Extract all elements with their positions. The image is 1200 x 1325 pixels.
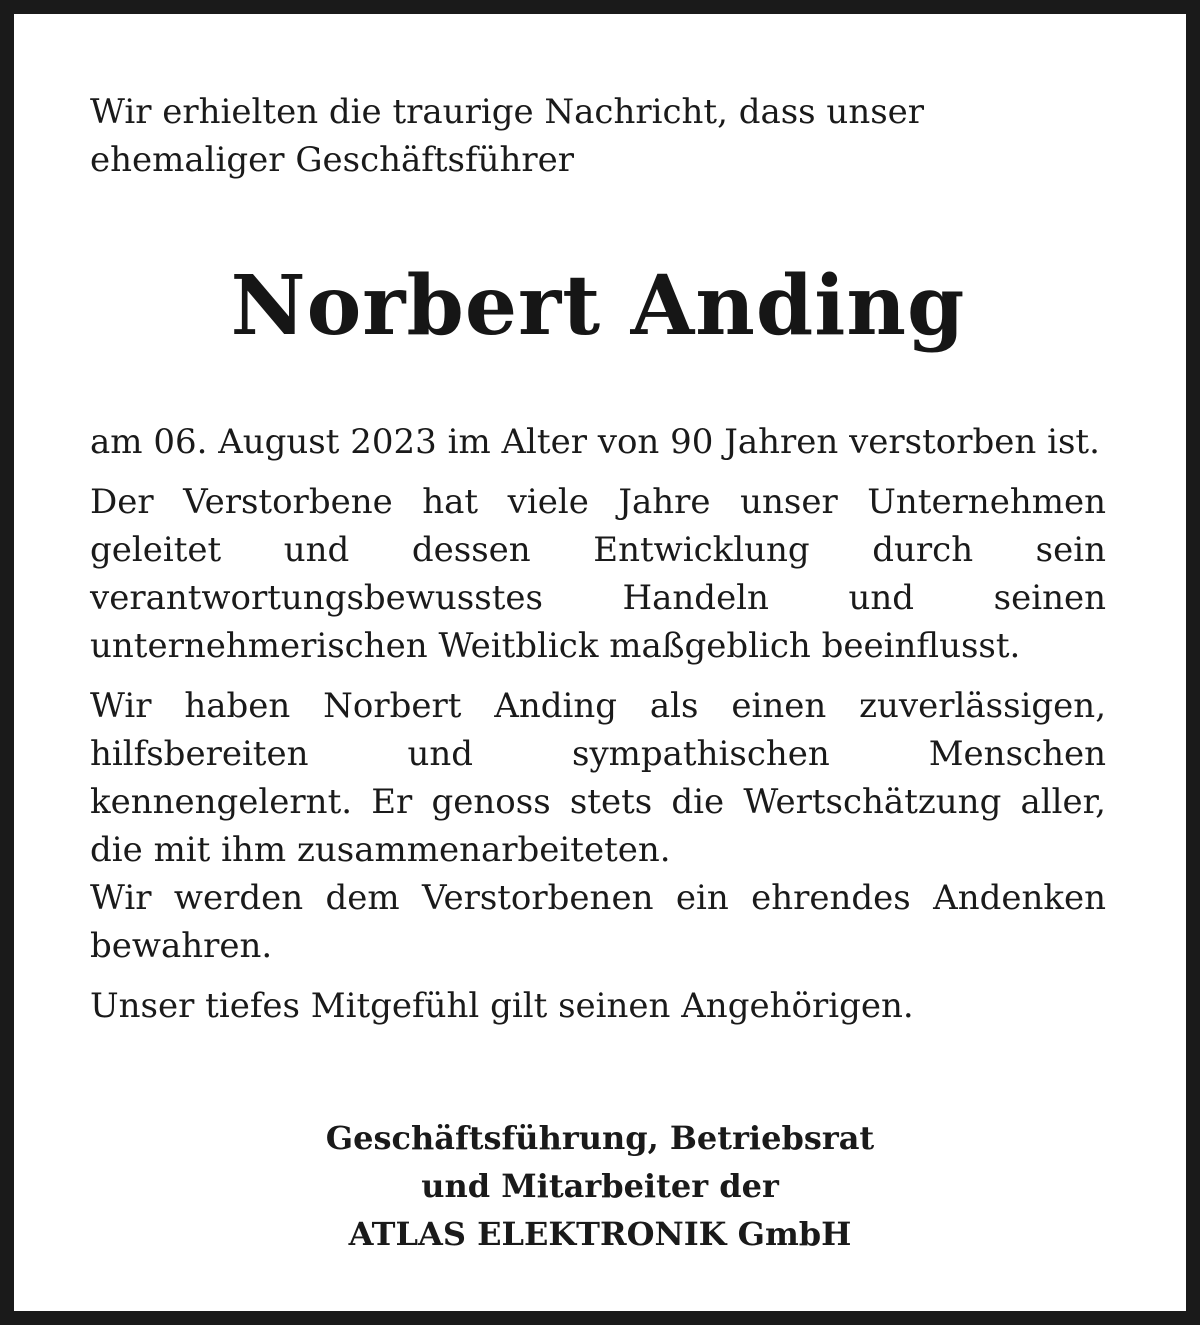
signature-line-2: und Mitarbeiter der	[421, 1167, 779, 1205]
paragraph-sympathy: Unser tiefes Mitgefühl gilt seinen Angehörigen.	[90, 986, 914, 1026]
signature-line-3: ATLAS ELEKTRONIK GmbH	[348, 1215, 852, 1253]
signature-block	[14, 1114, 1186, 1258]
paragraph-leadership: Der Verstorbene hat viele Jahre unser Unternehmen geleitet und dessen Entwicklung durch sein verantwortungsbewusstes Handeln und seinen unternehmerischen Weitblick maßgeblich beeinflusst.	[90, 482, 1106, 666]
signature-line-1: Geschäftsführung, Betriebsrat	[325, 1119, 875, 1157]
paragraph-character: Wir haben Norbert Anding als einen zuverlässigen, hilfsbereiten und sympathischen Menschen kennengelernt. Er genoss stets die Wertschätzung aller, die mit ihm zusammenarbeiteten.	[90, 686, 1106, 870]
date-line: am 06. August 2023 im Alter von 90 Jahren verstorben ist.	[90, 422, 1100, 462]
intro-text: Wir erhielten die traurige Nachricht, dass unser ehemaliger Geschäftsführer	[90, 92, 925, 180]
obituary-content	[90, 88, 1106, 1030]
paragraph-memory: Wir werden dem Verstorbenen ein ehrendes Andenken bewahren.	[90, 878, 1106, 966]
deceased-name: Norbert Anding	[230, 258, 966, 354]
